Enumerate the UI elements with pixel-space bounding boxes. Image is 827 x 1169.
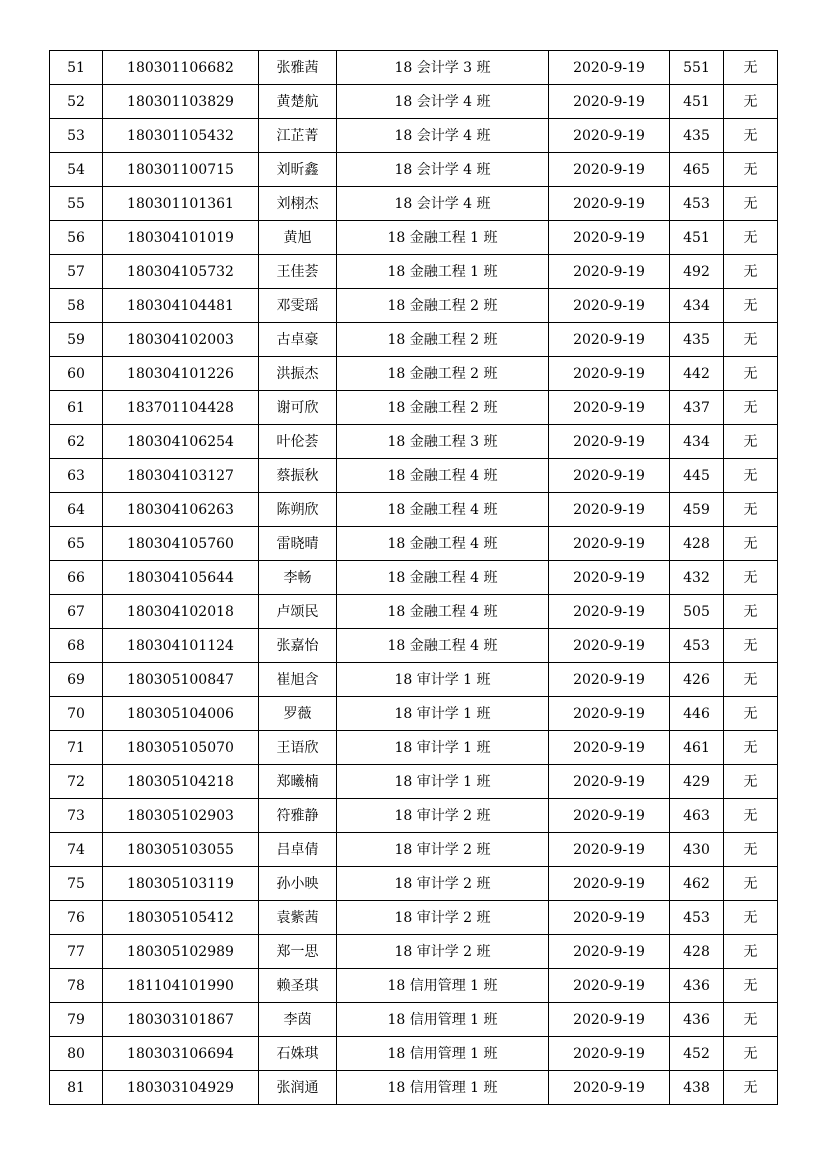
date-cell: 2020-9-19 [549,765,670,799]
student-id-cell: 180304102018 [103,595,259,629]
date-cell: 2020-9-19 [549,187,670,221]
date-cell: 2020-9-19 [549,221,670,255]
row-number-cell: 75 [50,867,103,901]
date-cell: 2020-9-19 [549,799,670,833]
table-row [50,459,778,493]
remark-cell: 无 [724,51,778,85]
table-row [50,561,778,595]
student-name-cell: 郑曦楠 [259,765,337,799]
score-cell: 430 [670,833,724,867]
row-number-cell: 61 [50,391,103,425]
student-id-cell: 180304105760 [103,527,259,561]
class-cell: 18 会计学 4 班 [337,85,549,119]
date-cell: 2020-9-19 [549,663,670,697]
score-cell: 453 [670,629,724,663]
score-cell: 451 [670,221,724,255]
remark-cell: 无 [724,629,778,663]
date-cell: 2020-9-19 [549,255,670,289]
remark-cell: 无 [724,153,778,187]
score-cell: 436 [670,969,724,1003]
row-number-cell: 62 [50,425,103,459]
score-cell: 462 [670,867,724,901]
student-id-cell: 180304105732 [103,255,259,289]
date-cell: 2020-9-19 [549,527,670,561]
student-name-cell: 陈朔欣 [259,493,337,527]
table-row [50,901,778,935]
student-name-cell: 刘昕鑫 [259,153,337,187]
row-number-cell: 78 [50,969,103,1003]
roster-table-body [50,51,778,1105]
class-cell: 18 金融工程 4 班 [337,561,549,595]
date-cell: 2020-9-19 [549,697,670,731]
student-id-cell: 180305102903 [103,799,259,833]
student-id-cell: 180304102003 [103,323,259,357]
score-cell: 435 [670,119,724,153]
student-name-cell: 张嘉怡 [259,629,337,663]
remark-cell: 无 [724,493,778,527]
remark-cell: 无 [724,527,778,561]
row-number-cell: 76 [50,901,103,935]
student-id-cell: 180304106254 [103,425,259,459]
table-row [50,799,778,833]
score-cell: 551 [670,51,724,85]
score-cell: 429 [670,765,724,799]
score-cell: 432 [670,561,724,595]
date-cell: 2020-9-19 [549,323,670,357]
row-number-cell: 56 [50,221,103,255]
student-id-cell: 180305100847 [103,663,259,697]
row-number-cell: 68 [50,629,103,663]
table-row [50,255,778,289]
remark-cell: 无 [724,391,778,425]
student-id-cell: 180305103055 [103,833,259,867]
date-cell: 2020-9-19 [549,629,670,663]
student-id-cell: 180304103127 [103,459,259,493]
row-number-cell: 72 [50,765,103,799]
date-cell: 2020-9-19 [549,969,670,1003]
date-cell: 2020-9-19 [549,595,670,629]
student-name-cell: 李茵 [259,1003,337,1037]
student-name-cell: 黄旭 [259,221,337,255]
student-name-cell: 刘栩杰 [259,187,337,221]
row-number-cell: 58 [50,289,103,323]
date-cell: 2020-9-19 [549,51,670,85]
score-cell: 428 [670,935,724,969]
score-cell: 461 [670,731,724,765]
remark-cell: 无 [724,459,778,493]
student-id-cell: 180301105432 [103,119,259,153]
row-number-cell: 73 [50,799,103,833]
student-id-cell: 180305105412 [103,901,259,935]
remark-cell: 无 [724,561,778,595]
date-cell: 2020-9-19 [549,85,670,119]
row-number-cell: 70 [50,697,103,731]
table-row [50,357,778,391]
remark-cell: 无 [724,323,778,357]
table-row [50,187,778,221]
score-cell: 435 [670,323,724,357]
row-number-cell: 66 [50,561,103,595]
score-cell: 426 [670,663,724,697]
class-cell: 18 审计学 2 班 [337,799,549,833]
date-cell: 2020-9-19 [549,1037,670,1071]
class-cell: 18 金融工程 2 班 [337,391,549,425]
remark-cell: 无 [724,833,778,867]
table-row [50,765,778,799]
date-cell: 2020-9-19 [549,731,670,765]
row-number-cell: 52 [50,85,103,119]
date-cell: 2020-9-19 [549,153,670,187]
student-id-cell: 180304104481 [103,289,259,323]
table-row [50,425,778,459]
class-cell: 18 信用管理 1 班 [337,969,549,1003]
table-row [50,221,778,255]
score-cell: 451 [670,85,724,119]
class-cell: 18 金融工程 1 班 [337,221,549,255]
remark-cell: 无 [724,697,778,731]
score-cell: 463 [670,799,724,833]
table-row [50,493,778,527]
row-number-cell: 59 [50,323,103,357]
table-row [50,867,778,901]
remark-cell: 无 [724,357,778,391]
student-name-cell: 孙小映 [259,867,337,901]
date-cell: 2020-9-19 [549,935,670,969]
date-cell: 2020-9-19 [549,459,670,493]
student-name-cell: 江芷菁 [259,119,337,153]
class-cell: 18 会计学 3 班 [337,51,549,85]
score-cell: 436 [670,1003,724,1037]
date-cell: 2020-9-19 [549,391,670,425]
row-number-cell: 79 [50,1003,103,1037]
date-cell: 2020-9-19 [549,493,670,527]
row-number-cell: 67 [50,595,103,629]
score-cell: 465 [670,153,724,187]
table-row [50,51,778,85]
student-id-cell: 183701104428 [103,391,259,425]
row-number-cell: 71 [50,731,103,765]
class-cell: 18 金融工程 4 班 [337,493,549,527]
table-row [50,663,778,697]
date-cell: 2020-9-19 [549,289,670,323]
student-name-cell: 石姝琪 [259,1037,337,1071]
table-row [50,153,778,187]
student-name-cell: 王佳荟 [259,255,337,289]
score-cell: 437 [670,391,724,425]
student-id-cell: 180304105644 [103,561,259,595]
student-id-cell: 180305104218 [103,765,259,799]
student-id-cell: 180304106263 [103,493,259,527]
date-cell: 2020-9-19 [549,867,670,901]
student-name-cell: 王语欣 [259,731,337,765]
remark-cell: 无 [724,935,778,969]
date-cell: 2020-9-19 [549,833,670,867]
student-name-cell: 张雅茜 [259,51,337,85]
score-cell: 453 [670,901,724,935]
student-name-cell: 袁紫茜 [259,901,337,935]
score-cell: 434 [670,425,724,459]
student-name-cell: 吕卓倩 [259,833,337,867]
date-cell: 2020-9-19 [549,1003,670,1037]
table-row [50,629,778,663]
student-name-cell: 古卓豪 [259,323,337,357]
class-cell: 18 金融工程 1 班 [337,255,549,289]
student-name-cell: 叶伦荟 [259,425,337,459]
student-name-cell: 符雅静 [259,799,337,833]
remark-cell: 无 [724,1037,778,1071]
student-name-cell: 谢可欣 [259,391,337,425]
class-cell: 18 审计学 2 班 [337,935,549,969]
table-row [50,833,778,867]
table-row [50,697,778,731]
student-name-cell: 黄楚航 [259,85,337,119]
date-cell: 2020-9-19 [549,357,670,391]
row-number-cell: 65 [50,527,103,561]
student-id-cell: 180305105070 [103,731,259,765]
class-cell: 18 审计学 1 班 [337,697,549,731]
row-number-cell: 54 [50,153,103,187]
remark-cell: 无 [724,85,778,119]
class-cell: 18 信用管理 1 班 [337,1037,549,1071]
date-cell: 2020-9-19 [549,561,670,595]
student-id-cell: 180305104006 [103,697,259,731]
row-number-cell: 81 [50,1071,103,1105]
score-cell: 434 [670,289,724,323]
class-cell: 18 会计学 4 班 [337,119,549,153]
student-name-cell: 邓雯瑶 [259,289,337,323]
class-cell: 18 审计学 1 班 [337,731,549,765]
table-row [50,1037,778,1071]
class-cell: 18 金融工程 2 班 [337,289,549,323]
student-name-cell: 雷晓晴 [259,527,337,561]
student-id-cell: 180301101361 [103,187,259,221]
student-name-cell: 崔旭含 [259,663,337,697]
row-number-cell: 60 [50,357,103,391]
student-name-cell: 罗薇 [259,697,337,731]
row-number-cell: 55 [50,187,103,221]
table-row [50,595,778,629]
row-number-cell: 53 [50,119,103,153]
table-row [50,289,778,323]
row-number-cell: 74 [50,833,103,867]
remark-cell: 无 [724,1071,778,1105]
row-number-cell: 57 [50,255,103,289]
class-cell: 18 金融工程 4 班 [337,527,549,561]
class-cell: 18 会计学 4 班 [337,153,549,187]
table-row [50,323,778,357]
class-cell: 18 金融工程 4 班 [337,459,549,493]
remark-cell: 无 [724,289,778,323]
class-cell: 18 金融工程 4 班 [337,629,549,663]
remark-cell: 无 [724,765,778,799]
class-cell: 18 审计学 1 班 [337,663,549,697]
class-cell: 18 审计学 2 班 [337,833,549,867]
table-row [50,391,778,425]
remark-cell: 无 [724,969,778,1003]
table-row [50,1003,778,1037]
remark-cell: 无 [724,1003,778,1037]
remark-cell: 无 [724,187,778,221]
student-id-cell: 180304101019 [103,221,259,255]
class-cell: 18 金融工程 3 班 [337,425,549,459]
student-name-cell: 赖圣琪 [259,969,337,1003]
score-cell: 492 [670,255,724,289]
class-cell: 18 审计学 2 班 [337,867,549,901]
score-cell: 453 [670,187,724,221]
row-number-cell: 80 [50,1037,103,1071]
table-row [50,935,778,969]
score-cell: 505 [670,595,724,629]
student-name-cell: 张润通 [259,1071,337,1105]
roster-table [49,50,778,1105]
score-cell: 442 [670,357,724,391]
class-cell: 18 审计学 1 班 [337,765,549,799]
student-id-cell: 180303106694 [103,1037,259,1071]
student-id-cell: 180301100715 [103,153,259,187]
class-cell: 18 审计学 2 班 [337,901,549,935]
date-cell: 2020-9-19 [549,425,670,459]
remark-cell: 无 [724,663,778,697]
student-id-cell: 180305102989 [103,935,259,969]
class-cell: 18 金融工程 2 班 [337,323,549,357]
student-name-cell: 卢颂民 [259,595,337,629]
remark-cell: 无 [724,901,778,935]
table-row [50,969,778,1003]
class-cell: 18 金融工程 2 班 [337,357,549,391]
score-cell: 438 [670,1071,724,1105]
table-row [50,1071,778,1105]
table-row [50,85,778,119]
class-cell: 18 金融工程 4 班 [337,595,549,629]
student-name-cell: 李畅 [259,561,337,595]
remark-cell: 无 [724,221,778,255]
remark-cell: 无 [724,255,778,289]
class-cell: 18 信用管理 1 班 [337,1071,549,1105]
student-id-cell: 180305103119 [103,867,259,901]
row-number-cell: 64 [50,493,103,527]
student-name-cell: 郑一思 [259,935,337,969]
remark-cell: 无 [724,731,778,765]
remark-cell: 无 [724,867,778,901]
score-cell: 445 [670,459,724,493]
student-id-cell: 180303101867 [103,1003,259,1037]
student-id-cell: 180304101226 [103,357,259,391]
score-cell: 459 [670,493,724,527]
date-cell: 2020-9-19 [549,119,670,153]
score-cell: 446 [670,697,724,731]
score-cell: 452 [670,1037,724,1071]
table-row [50,119,778,153]
row-number-cell: 77 [50,935,103,969]
date-cell: 2020-9-19 [549,1071,670,1105]
student-id-cell: 180303104929 [103,1071,259,1105]
student-name-cell: 洪振杰 [259,357,337,391]
class-cell: 18 会计学 4 班 [337,187,549,221]
row-number-cell: 63 [50,459,103,493]
student-id-cell: 180301106682 [103,51,259,85]
remark-cell: 无 [724,799,778,833]
student-id-cell: 181104101990 [103,969,259,1003]
date-cell: 2020-9-19 [549,901,670,935]
row-number-cell: 69 [50,663,103,697]
student-id-cell: 180304101124 [103,629,259,663]
remark-cell: 无 [724,595,778,629]
student-name-cell: 蔡振秋 [259,459,337,493]
table-row [50,731,778,765]
table-row [50,527,778,561]
class-cell: 18 信用管理 1 班 [337,1003,549,1037]
score-cell: 428 [670,527,724,561]
student-id-cell: 180301103829 [103,85,259,119]
remark-cell: 无 [724,425,778,459]
row-number-cell: 51 [50,51,103,85]
remark-cell: 无 [724,119,778,153]
